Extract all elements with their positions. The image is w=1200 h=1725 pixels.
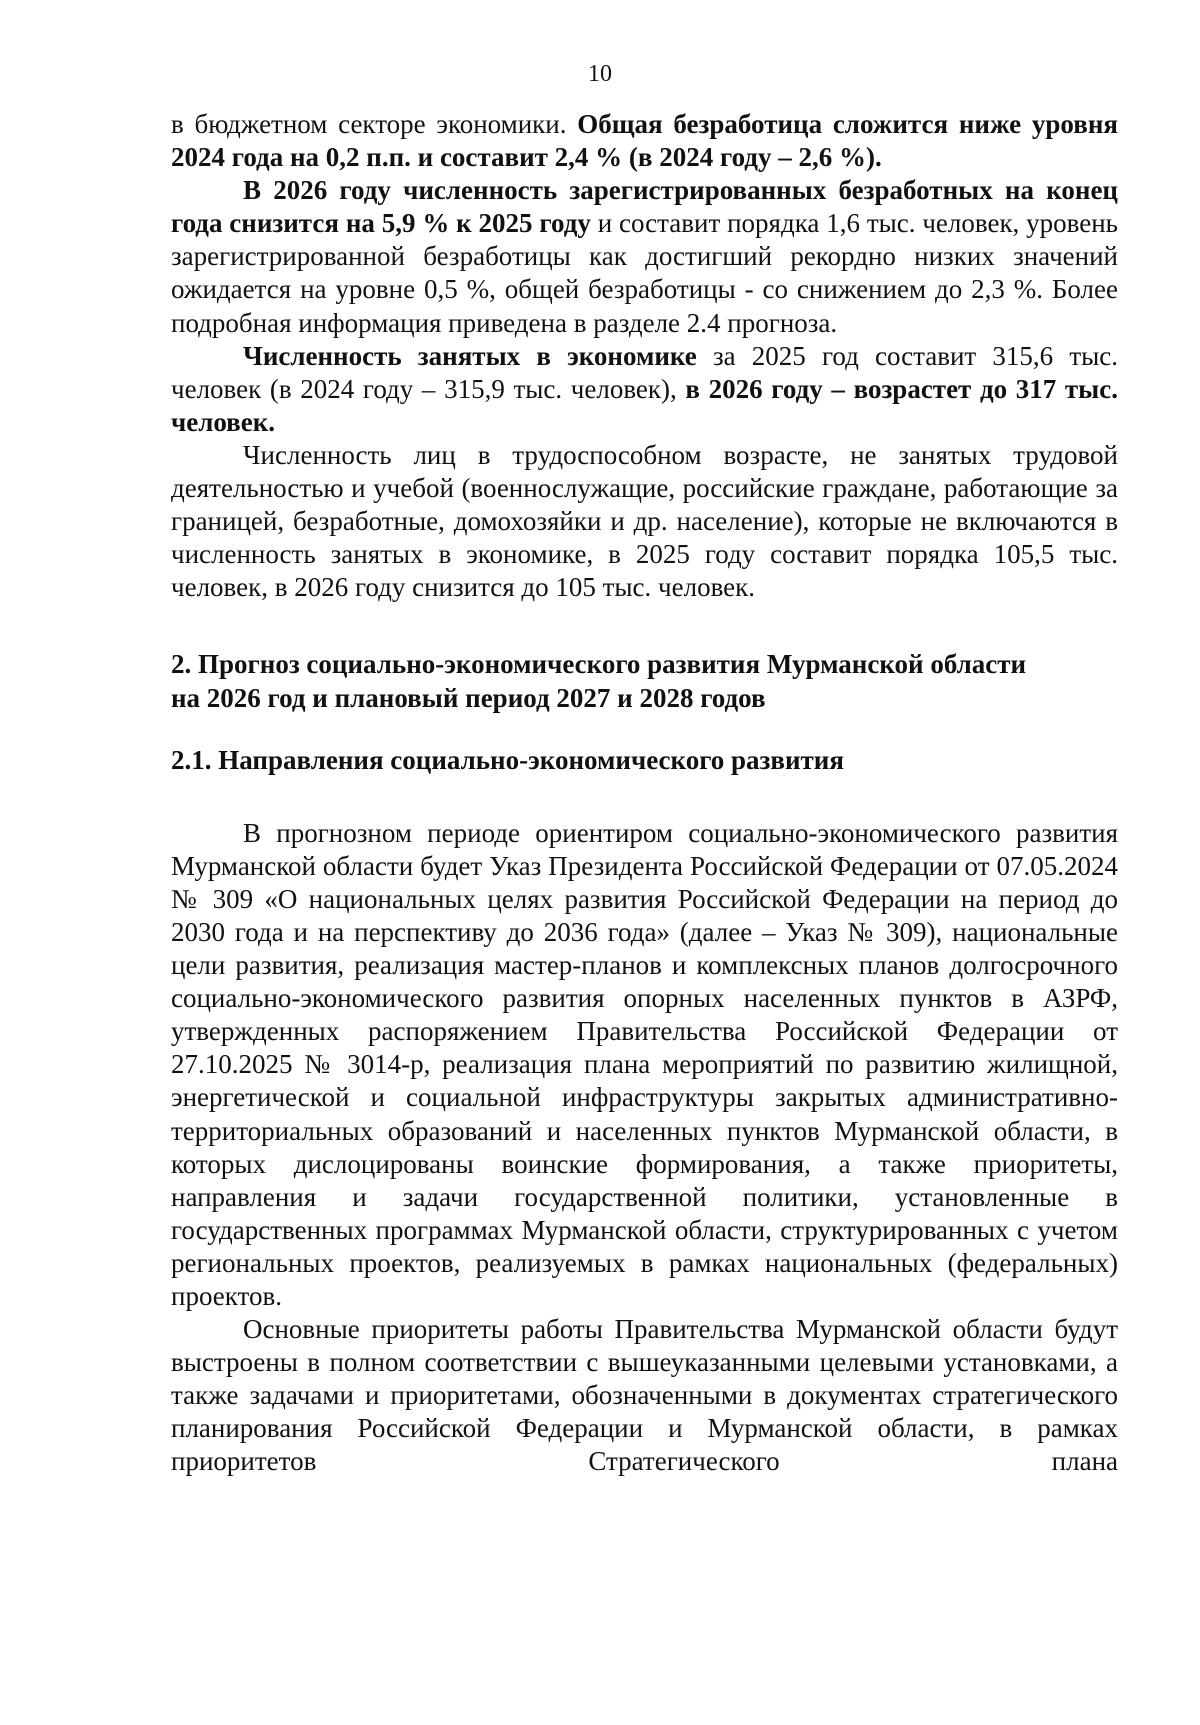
paragraph-government-priorities: Основные приоритеты работы Правительства Мурманской области будут выстроены в полном соответствии с вышеуказанными целевыми установками, а также задачами и приоритетами, обозначенными в документах стратегического планирования Российской Федерации и Мурманской области, в рамках приоритетов Стратегического плана <box>171 1314 1118 1477</box>
paragraph-bold-text: в 2026 году – возрастет до 317 тыс. человек. <box>171 373 1118 437</box>
paragraph-registered-unemployed <box>171 174 1118 339</box>
paragraph-bold-text: Общая безработица сложится ниже уровня 2024 года на 0,2 п.п. и составит 2,4 % (в 2024 году – 2,6 %). <box>171 109 1119 173</box>
paragraph-bold-text: В 2026 году численность зарегистрированных безработных на конец года снизится на 5,9 % к 2025 году <box>171 175 1118 239</box>
document-body <box>171 108 1118 1479</box>
section-heading-line-2: на 2026 год и плановый период 2027 и 2028 годов <box>171 682 766 713</box>
paragraph-bold-text: Численность занятых в экономике <box>243 340 697 371</box>
subsection-heading: 2.1. Направления социально-экономического развития <box>171 744 844 775</box>
paragraph-unemployment <box>171 108 1118 174</box>
paragraph-employed <box>171 340 1118 439</box>
paragraph-not-employed: Численность лиц в трудоспособном возрасте, не занятых трудовой деятельностью и учебой (военнослужащие, российские граждане, работающие за границей, безработные, домохозяйки и др. население), которые не включаются в численность занятых в экономике, в 2025 году составит порядка 105,5 тыс. человек, в 2026 году снизится до 105 тыс. человек. <box>171 439 1118 603</box>
page-number: 10 <box>588 61 612 87</box>
paragraph-text: за 2025 год составит 315,6 тыс. человек (в 2024 году – 315,9 тыс. человек), <box>171 340 1118 404</box>
paragraph-text: и составит порядка 1,6 тыс. человек, уровень зарегистрированной безработицы как достигший рекордно низких значений ожидается на уровне 0,5 %, общей безработицы - со снижением до 2,3 %. Более подробная информация приведена в разделе 2.4 прогноза. <box>171 208 1118 338</box>
paragraph-text: в бюджетном секторе экономики. <box>171 109 578 139</box>
section-heading-line-1: 2. Прогноз социально-экономического развития Мурманской области <box>171 649 1027 680</box>
paragraph-development-guidelines: В прогнозном периоде ориентиром социально-экономического развития Мурманской области будет Указ Президента Российской Федерации от 07.05.2024 № 309 «О национальных целях развития Российской Федерации на период до 2030 года и на перспективу до 2036 года» (далее – Указ № 309), национальные цели развития, реализация мастер-планов и комплексных планов долгосрочного социально-экономического развития опорных населенных пунктов в АЗРФ, утвержденных распоряжением Правительства Российской Федерации от 27.10.2025 № 3014-р, реализация плана мероприятий по развитию жилищной, энергетической и социальной инфраструктуры закрытых административно-территориальных образований и населенных пунктов Мурманской области, в которых дислоцированы воинские формирования, а также приоритеты, направления и задачи государственной политики, установленные в государственных программах Мурманской области, структурированных с учетом региональных проектов, реализуемых в рамках национальных (федеральных) проектов. <box>171 817 1118 1311</box>
